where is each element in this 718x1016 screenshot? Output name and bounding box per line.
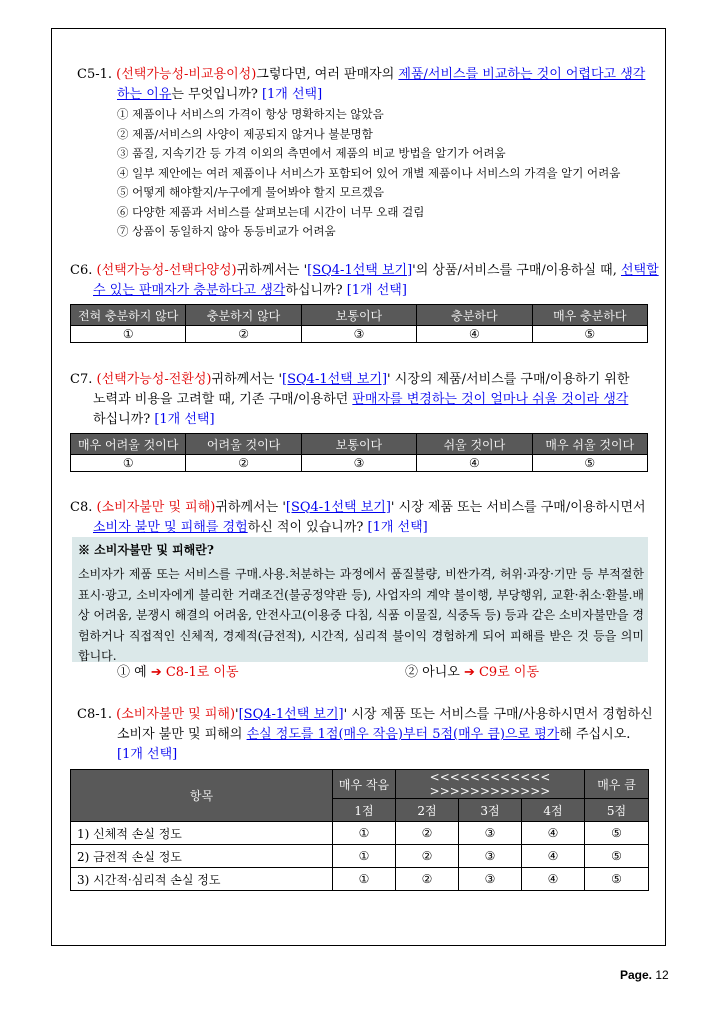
row-label: 3) 시간적·심리적 손실 정도: [71, 868, 333, 891]
c7-text2: 시장의 제품/서비스를 구매/이용하기 위한: [390, 372, 630, 387]
c7-question-line3: [93, 410, 215, 430]
c7-scale-label: 매우 쉬울 것이다: [532, 434, 647, 455]
c7-scale-option[interactable]: ③: [301, 455, 416, 472]
rating-option[interactable]: ①: [333, 822, 396, 845]
c5-1-question-line2: [117, 85, 322, 105]
c6-scale-label: 충분하지 않다: [186, 305, 301, 326]
c8-no-label: ② 아니오: [405, 665, 464, 680]
c7-tag: (선택가능성-전환성): [96, 372, 212, 387]
c7-scale-label: 보통이다: [301, 434, 416, 455]
c5-1-option[interactable]: ③ 품질, 지속기간 등 가격 이외의 측면에서 제품의 비교 방법을 알기가 어려움: [117, 146, 506, 160]
definition-box: [72, 537, 648, 662]
c8-option-no[interactable]: [405, 663, 539, 683]
rating-option[interactable]: ⑤: [585, 868, 649, 891]
c8-1-question-line2: [117, 725, 630, 745]
c6-scale-option[interactable]: ①: [71, 326, 186, 343]
c5-1-option[interactable]: ④ 일부 제안에는 여러 제품이나 서비스가 포함되어 있어 개별 제품이나 서비스의 가격을 알기 어려움: [117, 165, 621, 180]
quote-open: ': [282, 500, 286, 515]
c8-text: 귀하께서는: [215, 500, 283, 515]
c5-1-option[interactable]: ⑥ 다양한 제품과 서비스를 살펴보는데 시간이 너무 오래 걸림: [117, 204, 425, 219]
c6-scale-label: 매우 충분하다: [532, 305, 647, 326]
rating-option[interactable]: ②: [396, 822, 459, 845]
definition-body: 소비자가 제품 또는 서비스를 구매.사용.처분하는 과정에서 품질불량, 비싼가격, 허위·과장·기만 등 부적절한 표시·광고, 소비자에게 불리한 거래조건(불공정약관 등), 사업자의 계약 불이행, 부당행위, 교환·취소·환불.배상 어려움, 분쟁시 해결의 어려움, 안전사고(이용중 다침, 식품 이물질, 식중독 등) 등과 같은 소비자불만을 경험하거나 직접적인 신체적, 경제적(금전적), 시간적, 심리적 불이익 경험하게 되어 피해를 받은 것 등을 의미합니다.: [78, 567, 644, 663]
c8-1-tag: (소비자불만 및 피해): [116, 707, 236, 722]
quote-close: ': [343, 707, 348, 722]
c7-select-hint: [1개 선택]: [154, 412, 215, 427]
c7-question-line2: [93, 390, 628, 410]
c8-1-text2: 소비자 불만 및 피해의: [117, 727, 247, 742]
c8-yes-label: ① 예: [117, 665, 151, 680]
c6-question-line1: [70, 261, 659, 281]
c8-yes-skip: ➔ C8-1로 이동: [150, 665, 239, 680]
c8-tag: (소비자불만 및 피해): [96, 500, 216, 515]
rating-option[interactable]: ④: [522, 845, 585, 868]
c6-scale-option[interactable]: ④: [417, 326, 532, 343]
c8-option-yes[interactable]: [117, 663, 239, 683]
c6-emphasis-cont: 수 있는 판매자가 충분하다고 생각: [93, 283, 286, 298]
rating-option[interactable]: ②: [396, 845, 459, 868]
c8-select-hint: [1개 선택]: [367, 520, 428, 535]
rating-option[interactable]: ③: [459, 822, 522, 845]
row-label: 2) 금전적 손실 정도: [71, 845, 333, 868]
rating-option[interactable]: ⑤: [585, 822, 649, 845]
c7-scale-option[interactable]: ①: [71, 455, 186, 472]
rating-option[interactable]: ④: [522, 868, 585, 891]
c8-no-skip: ➔ C9로 이동: [463, 665, 540, 680]
c7-scale-label: 매우 어려울 것이다: [71, 434, 186, 455]
c7-emphasis: 판매자를 변경하는 것이 얼마나 쉬울 것이라 생각: [352, 392, 629, 407]
quote-open: ': [235, 707, 239, 722]
page-number: [620, 968, 669, 982]
c5-1-number: C5-1.: [77, 67, 113, 82]
c6-scale-label: 보통이다: [301, 305, 416, 326]
c6-select-hint: [1개 선택]: [346, 283, 407, 298]
c8-1-number: C8-1.: [77, 707, 113, 722]
table-header-item: 항목: [71, 770, 333, 822]
c5-1-text: 그렇다면, 여러 판매자의: [256, 67, 399, 82]
table-header-point: 2점: [396, 799, 459, 822]
c5-1-tag: (선택가능성-비교용이성): [116, 67, 257, 82]
c5-1-option[interactable]: ⑤ 어떻게 해야할지/누구에게 물어봐야 할지 모르겠음: [117, 185, 384, 199]
c8-1-rating-table: [70, 769, 649, 891]
c6-emphasis: 선택할: [620, 263, 659, 278]
c7-scale-option[interactable]: ⑤: [532, 455, 647, 472]
rating-option[interactable]: ②: [396, 868, 459, 891]
c6-scale-table: [70, 304, 648, 343]
c7-text: 귀하께서는: [211, 372, 279, 387]
rating-option[interactable]: ①: [333, 868, 396, 891]
rating-option[interactable]: ④: [522, 822, 585, 845]
c7-number: C7.: [70, 372, 93, 387]
c6-text: 귀하께서는: [236, 263, 304, 278]
c8-1-text3: 해 주십시오.: [559, 727, 631, 742]
table-header-point: 4점: [522, 799, 585, 822]
c5-1-options: [117, 105, 620, 242]
quote-close: ': [412, 263, 416, 278]
c6-ref-link[interactable]: [SQ4-1선택 보기]: [307, 263, 413, 278]
c7-text4: 하십니까?: [93, 412, 155, 427]
c8-1-question-line3: [117, 745, 177, 765]
c6-scale-label: 충분하다: [417, 305, 532, 326]
definition-title: ※ 소비자불만 및 피해란?: [78, 543, 214, 557]
c6-scale-option[interactable]: ②: [186, 326, 301, 343]
c8-question-line2: [93, 518, 428, 538]
c7-scale-label: 어려울 것이다: [186, 434, 301, 455]
quote-open: ': [278, 372, 283, 387]
c5-1-option[interactable]: ② 제품/서비스의 사양이 제공되지 않거나 불분명함: [117, 126, 373, 141]
c5-1-question-line1: [77, 65, 645, 85]
c8-text3: 하신 적이 있습니까?: [247, 520, 368, 535]
c5-1-select-hint: [1개 선택]: [261, 87, 323, 102]
c8-number: C8.: [70, 500, 93, 515]
quote-open: ': [303, 263, 308, 278]
rating-option[interactable]: ⑤: [585, 845, 649, 868]
c6-number: C6.: [70, 263, 93, 278]
table-row: [71, 822, 649, 845]
quote-close: ': [390, 500, 395, 515]
table-header-high: 매우 큼: [585, 770, 649, 799]
c7-scale-label: 쉬울 것이다: [417, 434, 532, 455]
c8-ref-link[interactable]: [SQ4-1선택 보기]: [285, 500, 391, 515]
c8-1-question-line1: [77, 705, 653, 725]
row-label: 1) 신체적 손실 정도: [71, 822, 333, 845]
rating-option[interactable]: ③: [459, 868, 522, 891]
c8-1-ref-link[interactable]: [SQ4-1선택 보기]: [238, 707, 344, 722]
rating-option[interactable]: ①: [333, 845, 396, 868]
c6-question-line2: [93, 281, 407, 301]
c8-1-text: 시장 제품 또는 서비스를 구매/사용하시면서 경험하신: [347, 707, 653, 722]
c8-1-emphasis: 손실 정도를 1점(매우 작음)부터 5점(매우 큼)으로 평가: [246, 727, 560, 742]
table-row: [71, 868, 649, 891]
table-header-point: 5점: [585, 799, 649, 822]
c5-1-option[interactable]: ⑦ 상품이 동일하지 않아 동등비교가 어려움: [117, 224, 336, 238]
c7-scale-table: [70, 433, 648, 472]
c8-text2: 시장 제품 또는 서비스를 구매/이용하시면서: [394, 500, 646, 515]
c8-question-line1: [70, 498, 646, 518]
c8-1-select-hint: [1개 선택]: [117, 747, 178, 762]
page-number-value: 12: [655, 968, 669, 982]
c7-question-line1: [70, 370, 629, 390]
c7-scale-option[interactable]: ④: [417, 455, 532, 472]
table-header-low: 매우 작음: [333, 770, 396, 799]
table-header-point: 3점: [459, 799, 522, 822]
table-header-point: 1점: [333, 799, 396, 822]
quote-close: ': [387, 372, 391, 387]
c6-text2: 의 상품/서비스를 구매/이용하실 때,: [415, 263, 621, 278]
table-row: [71, 845, 649, 868]
c7-scale-option[interactable]: ②: [186, 455, 301, 472]
c5-1-emphasis-cont: 하는 이유: [117, 87, 172, 102]
c6-scale-label: 전혀 충분하지 않다: [71, 305, 186, 326]
c6-tag: (선택가능성-선택다양성): [96, 263, 237, 278]
c7-ref-link[interactable]: [SQ4-1선택 보기]: [282, 372, 388, 387]
rating-option[interactable]: ③: [459, 845, 522, 868]
c6-scale-option[interactable]: ③: [301, 326, 416, 343]
c6-text3: 하십니까?: [285, 283, 347, 298]
c5-1-text2: 는 무엇입니까?: [171, 87, 262, 102]
c6-scale-option[interactable]: ⑤: [532, 326, 647, 343]
c8-emphasis: 소비자 불만 및 피해를 경험: [93, 520, 248, 535]
page-label: Page.: [620, 968, 653, 982]
table-header-scale: <<<<<<<<<<<< >>>>>>>>>>>>: [396, 770, 585, 799]
c7-text3: 노력과 비용을 고려할 때, 기존 구매/이용하던: [93, 392, 353, 407]
c5-1-option[interactable]: ① 제품이나 서비스의 가격이 항상 명확하지는 않았음: [117, 107, 384, 121]
c5-1-emphasis: 제품/서비스를 비교하는 것이 어렵다고 생각: [398, 67, 646, 82]
